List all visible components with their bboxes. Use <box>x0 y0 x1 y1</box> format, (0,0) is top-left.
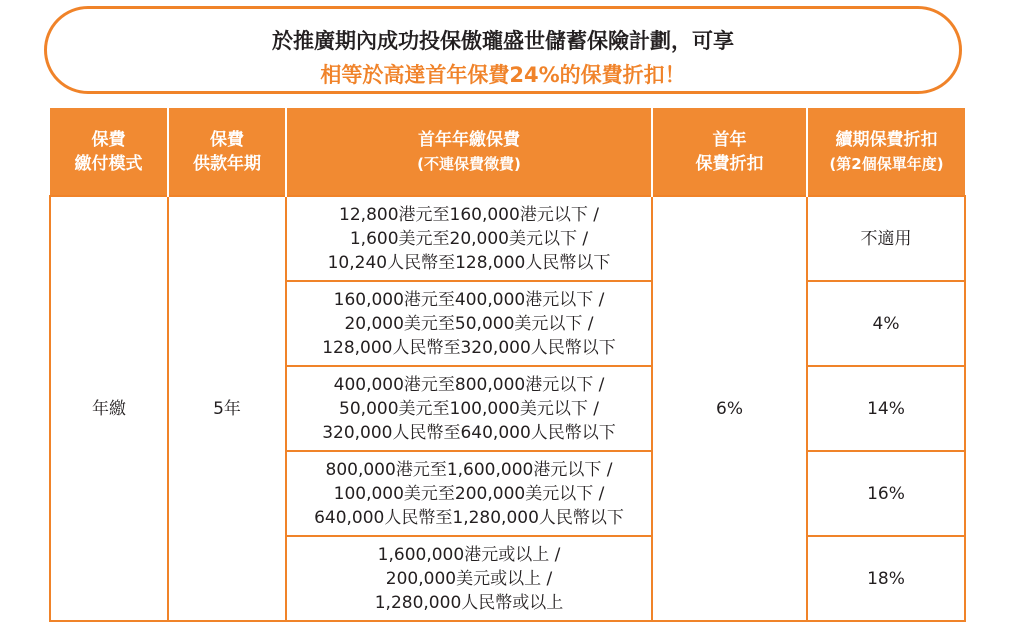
premium-tier-cell: 1,600,000港元或以上 / 200,000美元或以上 / 1,280,000人民幣或以上 <box>286 536 652 621</box>
promo-banner <box>44 6 962 94</box>
renewal-discount-cell: 不適用 <box>807 196 965 281</box>
header-renewal-discount: 續期保費折扣 (第2個保單年度) <box>807 108 965 196</box>
premium-tier-cell: 400,000港元至800,000港元以下 / 50,000美元至100,000美元以下 / 320,000人民幣至640,000人民幣以下 <box>286 366 652 451</box>
header-payment-term: 保費 供款年期 <box>168 108 286 196</box>
banner-line-1: 於推廣期內成功投保傲瓏盛世儲蓄保險計劃，可享 <box>272 29 734 53</box>
premium-tier-cell: 160,000港元至400,000港元以下 / 20,000美元至50,000美元以下 / 128,000人民幣至320,000人民幣以下 <box>286 281 652 366</box>
header-first-year-premium: 首年年繳保費 (不連保費徵費) <box>286 108 652 196</box>
payment-term-cell: 5年 <box>168 196 286 621</box>
renewal-discount-cell: 16% <box>807 451 965 536</box>
premium-discount-table <box>49 108 966 622</box>
table-row <box>50 196 965 281</box>
premium-tier-cell: 800,000港元至1,600,000港元以下 / 100,000美元至200,000美元以下 / 640,000人民幣至1,280,000人民幣以下 <box>286 451 652 536</box>
header-first-year-discount: 首年 保費折扣 <box>652 108 807 196</box>
renewal-discount-cell: 14% <box>807 366 965 451</box>
renewal-discount-cell: 18% <box>807 536 965 621</box>
banner-line-2: 相等於高達首年保費24%的保費折扣！ <box>320 63 686 87</box>
table-header-row <box>50 108 965 196</box>
renewal-discount-cell: 4% <box>807 281 965 366</box>
first-year-discount-cell: 6% <box>652 196 807 621</box>
payment-mode-cell: 年繳 <box>50 196 168 621</box>
premium-tier-cell: 12,800港元至160,000港元以下 / 1,600美元至20,000美元以下 / 10,240人民幣至128,000人民幣以下 <box>286 196 652 281</box>
header-payment-mode: 保費 繳付模式 <box>50 108 168 196</box>
